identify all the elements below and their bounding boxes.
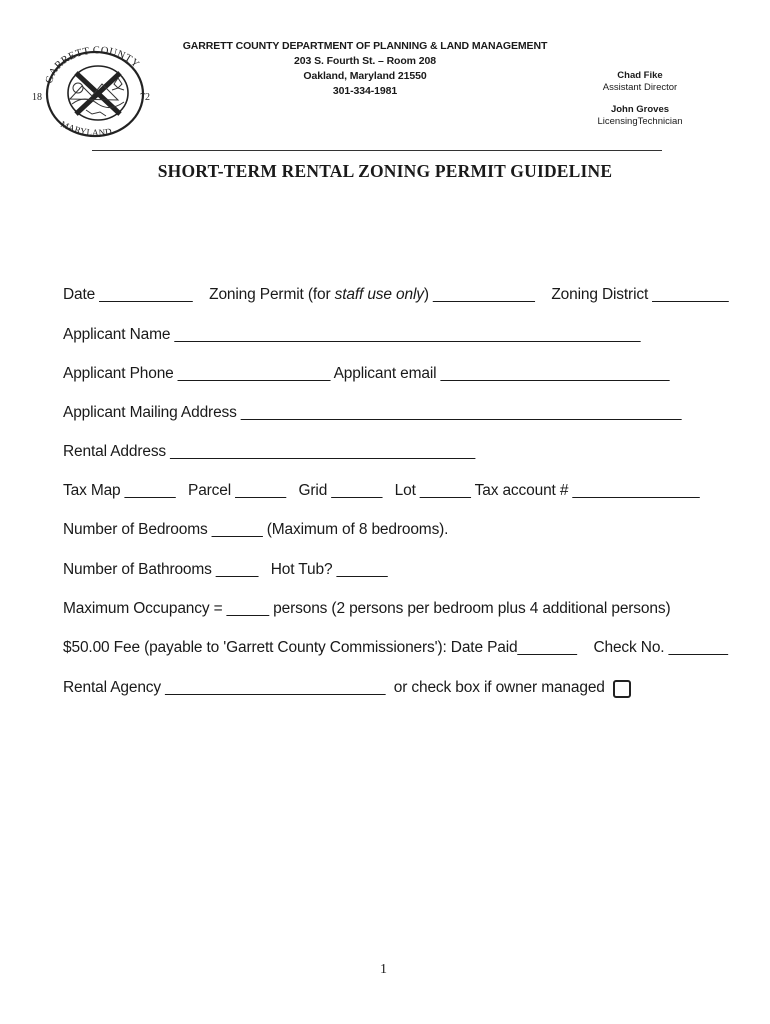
occupancy-field[interactable]: Maximum Occupancy = _____ persons (2 persons per bedroom plus 4 additional persons): [63, 600, 671, 617]
hot-tub-field[interactable]: Hot Tub? ______: [270, 561, 388, 578]
form-row-tax: [63, 482, 700, 500]
bathrooms-field[interactable]: Number of Bathrooms _____: [63, 561, 259, 578]
form-row-rental-address: [63, 443, 475, 461]
tax-map-field[interactable]: Tax Map ______: [63, 482, 176, 499]
form-row-occupancy: [63, 600, 670, 618]
seal-year-left: 18: [32, 92, 42, 103]
form-row-mailing-address: [63, 404, 681, 422]
date-field[interactable]: Date ___________: [63, 286, 193, 303]
bedrooms-field[interactable]: Number of Bedrooms ______ (Maximum of 8 bedrooms).: [63, 521, 449, 538]
seal-top-text: GARRETT COUNTY: [44, 45, 142, 85]
zoning-permit-label-pre: Zoning Permit (for: [209, 286, 335, 303]
grid-field[interactable]: Grid ______: [298, 482, 383, 499]
check-number-field[interactable]: Check No. _______: [593, 639, 728, 656]
form-row-fee: [63, 639, 728, 657]
staff-name-1: Chad Fike: [617, 70, 663, 81]
form-row-applicant-contact: [63, 365, 669, 383]
zoning-permit-label-italic: staff use only: [334, 286, 424, 303]
svg-text:GARRETT COUNTY: [44, 45, 141, 85]
department-header: [180, 39, 550, 99]
staff-title-2: LicensingTechnician: [597, 116, 683, 127]
seal-bottom-text: MARYLAND: [59, 118, 113, 138]
rental-agency-field[interactable]: Rental Agency __________________________: [63, 679, 386, 696]
applicant-phone-field[interactable]: Applicant Phone __________________: [63, 365, 331, 382]
form-row-date: [63, 286, 729, 304]
document-title: SHORT-TERM RENTAL ZONING PERMIT GUIDELINE: [157, 161, 613, 181]
svg-text:MARYLAND: [59, 119, 113, 138]
applicant-email-field[interactable]: Applicant email ___________________________: [333, 365, 670, 382]
county-seal-logo: [30, 44, 160, 144]
fee-date-paid-field[interactable]: $50.00 Fee (payable to 'Garrett County Commissioners'): Date Paid_______: [63, 639, 577, 656]
staff-name-2: John Groves: [610, 104, 670, 115]
applicant-name-field[interactable]: Applicant Name _______________________________________________________: [63, 326, 641, 343]
rental-address-field[interactable]: Rental Address ____________________________________: [63, 443, 476, 460]
lot-field[interactable]: Lot ______: [394, 482, 471, 499]
zoning-district-field[interactable]: Zoning District _________: [551, 286, 729, 303]
tax-account-field[interactable]: Tax account # _______________: [474, 482, 700, 499]
page-number: 1: [380, 962, 387, 977]
department-name: GARRETT COUNTY DEPARTMENT OF PLANNING & LAND MANAGEMENT: [182, 40, 548, 52]
department-city: Oakland, Maryland 21550: [303, 70, 427, 82]
seal-year-right: 72: [140, 92, 150, 103]
department-street: 203 S. Fourth St. – Room 208: [294, 55, 436, 67]
owner-managed-label: or check box if owner managed: [393, 679, 605, 696]
form-row-bathrooms: [63, 561, 387, 579]
department-phone: 301-334-1981: [332, 85, 398, 97]
form-row-rental-agency: [63, 679, 605, 697]
staff-title-1: Assistant Director: [602, 82, 678, 93]
zoning-permit-field[interactable]: ) ____________: [423, 286, 535, 303]
form-row-bedrooms: [63, 521, 448, 539]
parcel-field[interactable]: Parcel ______: [188, 482, 287, 499]
staff-block: [585, 70, 695, 127]
mailing-address-field[interactable]: Applicant Mailing Address ____________________________________________________: [63, 404, 682, 421]
header-divider: [92, 150, 662, 151]
owner-managed-checkbox[interactable]: [613, 680, 631, 698]
form-row-applicant-name: [63, 326, 640, 344]
